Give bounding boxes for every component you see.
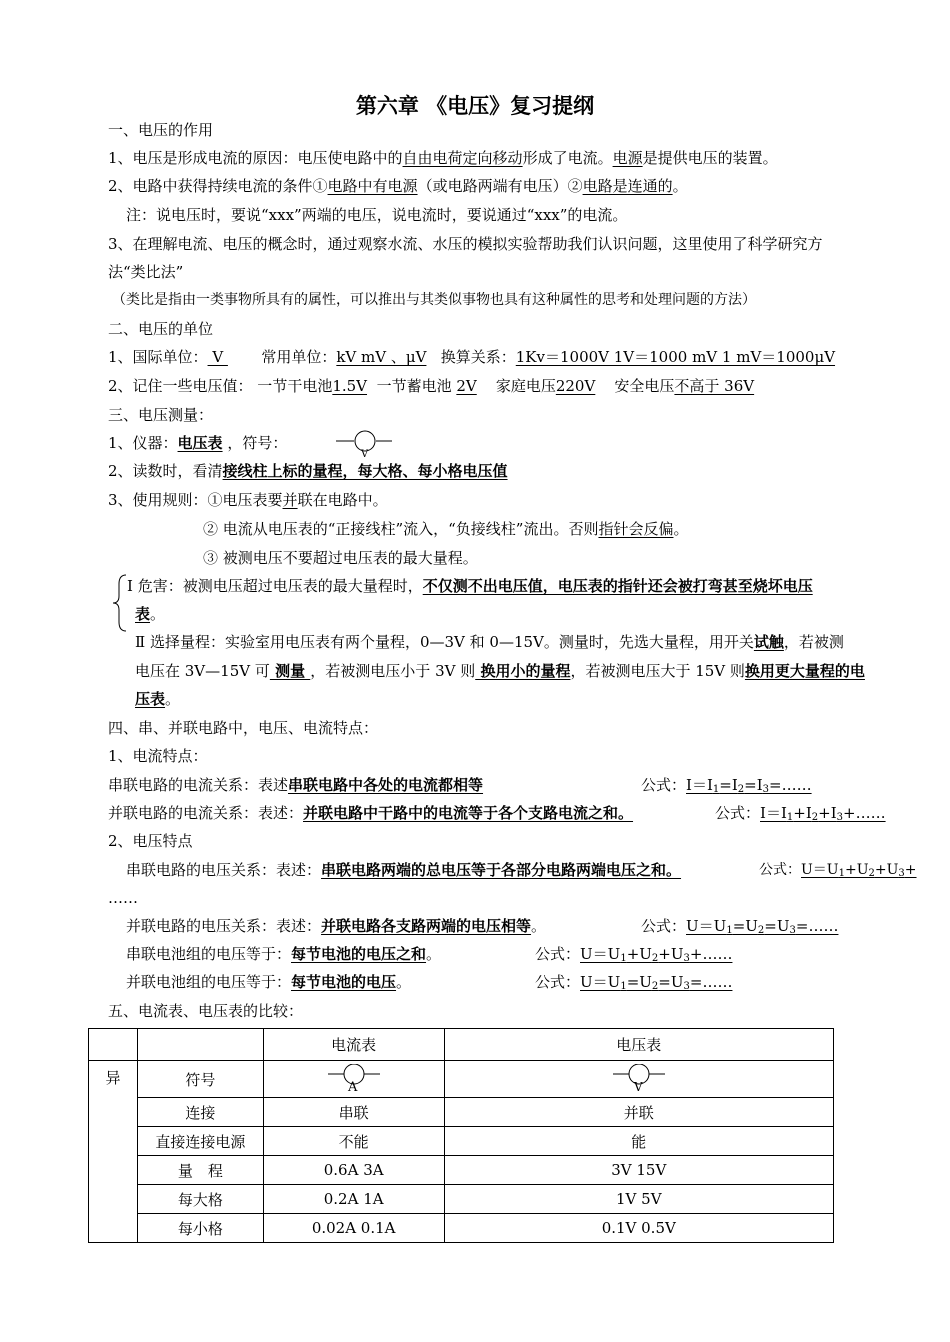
- section-2-heading: 二、电压的单位: [108, 320, 214, 338]
- table-header-row: [89, 1029, 834, 1061]
- voltmeter-cell: 并联: [444, 1098, 833, 1127]
- s3-range-1: Ⅱ 选择量程：实验室用电压表有两个量程，0—3V 和 0—15V。测量时，先选大量程，用开关试触，若被测: [135, 633, 844, 651]
- row-label: 连接: [137, 1098, 263, 1127]
- voltmeter-symbol-cell: [444, 1061, 833, 1098]
- section-5-heading: 五、电流表、电压表的比较：: [108, 1002, 304, 1020]
- row-label: 量 程: [137, 1156, 263, 1185]
- s4-voltage-parallel: 并联电路的电压关系：表述：并联电路各支路两端的电压相等。: [126, 917, 547, 935]
- section-4-heading: 四、串、并联电路中，电压、电流特点：: [108, 719, 379, 737]
- s3-rule-3: ③ 被测电压不要超过电压表的最大量程。: [203, 549, 478, 567]
- s4-battery-parallel-formula: 公式：$U=U_1=U_2=U_3=\dots\dots$: [535, 973, 733, 992]
- table-corner-cell-2: [137, 1029, 263, 1061]
- s1-line-1: 1、电压是形成电流的原因：电压使电路中的自由电荷定向移动形成了电流。电源是提供电压的装置。: [108, 149, 778, 167]
- col-header-ammeter: 电流表: [263, 1029, 444, 1061]
- s4-current-parallel: 并联电路的电流关系：表述：并联电路中干路中的电流等于各个支路电流之和。: [108, 804, 634, 822]
- s4-voltage-parallel-formula: 公式：$U=U_1=U_2=U_3=\dots\dots$: [641, 917, 839, 936]
- s3-line-2: 2、读数时，看清接线柱上标的量程，每大格、每小格电压值: [108, 462, 508, 480]
- table-row: [89, 1185, 834, 1214]
- table-row: [89, 1061, 834, 1098]
- row-label: 直接连接电源: [137, 1127, 263, 1156]
- table-row: [89, 1127, 834, 1156]
- s1-note: 注：说电压时，要说“xxx”两端的电压，说电流时，要说通过“xxx”的电流。: [126, 206, 628, 224]
- s2-line-2: 2、记住一些电压值： 一节干电池1.5V 一节蓄电池 2V 家庭电压220V 安全电压不高于 36V: [108, 377, 755, 395]
- voltmeter-cell: 能: [444, 1127, 833, 1156]
- voltmeter-cell: 0.1V 0.5V: [444, 1214, 833, 1243]
- section-3-heading: 三、电压测量：: [108, 406, 214, 424]
- curly-brace-icon: [112, 574, 128, 632]
- s4-battery-series-formula: 公式：$U=U_1+U_2+U_3+\dots\dots$: [535, 945, 733, 964]
- s3-range-3: 压表。: [135, 690, 181, 708]
- voltmeter-symbol-letter: V: [633, 1080, 643, 1094]
- s3-line-3: 3、使用规则：①电压表要并联在电路中。: [108, 491, 388, 509]
- voltmeter-cell: 1V 5V: [444, 1185, 833, 1214]
- s4-battery-series: 串联电池组的电压等于：每节电池的电压之和。: [126, 945, 442, 963]
- ammeter-symbol-letter: A: [347, 1080, 358, 1094]
- diff-label: 异: [89, 1061, 138, 1243]
- row-label: 每大格: [137, 1185, 263, 1214]
- s4-current-heading: 1、电流特点：: [108, 747, 208, 765]
- s1-line-3a: 3、在理解电流、电压的概念时，通过观察水流、水压的模拟实验帮助我们认识问题，这里使用了科学研究方: [108, 235, 823, 253]
- ammeter-cell: 0.02A 0.1A: [263, 1214, 444, 1243]
- s3-hazard-2: 表。: [135, 605, 166, 623]
- voltmeter-table-symbol-icon: [613, 1064, 665, 1094]
- s3-range-2: 电压在 3V—15V 可 测量 ，若被测电压小于 3V 则 换用小的量程，若被测电压大于 15V 则换用更大量程的电: [135, 662, 865, 680]
- s4-current-series-formula: 公式：$I=I_1=I_2=I_3=\dots\dots$: [641, 776, 812, 795]
- s2-line-1: 1、国际单位： V 常用单位：kV mV 、μV 换算关系：1Kv＝1000V 1V＝1000 mV 1 mV＝1000μV: [108, 348, 836, 366]
- s4-voltage-series: 串联电路的电压关系：表述：串联电路两端的总电压等于各部分电路两端电压之和。: [126, 861, 682, 879]
- col-header-voltmeter: 电压表: [444, 1029, 833, 1061]
- s3-rule-2: ② 电流从电压表的“正接线柱”流入，“负接线柱”流出。否则指针会反偏。: [203, 520, 689, 538]
- voltmeter-cell: 3V 15V: [444, 1156, 833, 1185]
- ammeter-symbol-cell: [263, 1061, 444, 1098]
- comparison-table: [88, 1028, 834, 1243]
- s4-voltage-heading: 2、电压特点: [108, 832, 193, 850]
- ammeter-cell: 不能: [263, 1127, 444, 1156]
- ammeter-cell: 串联: [263, 1098, 444, 1127]
- row-label: 每小格: [137, 1214, 263, 1243]
- section-1-heading: 一、电压的作用: [108, 121, 214, 139]
- s3-hazard-1: Ⅰ 危害：被测电压超过电压表的最大量程时，不仅测不出电压值，电压表的指针还会被打弯甚至烧坏电压: [127, 577, 813, 595]
- s3-line-1: 1、仪器：电压表 ，符号：: [108, 434, 288, 452]
- table-row: [89, 1156, 834, 1185]
- voltmeter-symbol-letter: V: [361, 449, 369, 460]
- s4-voltage-series-cont: ……: [108, 889, 138, 907]
- table-row: [89, 1214, 834, 1243]
- s4-voltage-series-formula: 公式：$U=U_1+U_2+U_3+$: [759, 862, 917, 879]
- row-label: 符号: [137, 1061, 263, 1098]
- s4-battery-parallel: 并联电池组的电压等于：每节电池的电压。: [126, 973, 412, 991]
- ammeter-cell: 0.2A 1A: [263, 1185, 444, 1214]
- s1-analogy-note: （类比是指由一类事物所具有的属性，可以推出与其类似事物也具有这种属性的思考和处理问题的方法）: [112, 292, 756, 308]
- s4-current-series: 串联电路的电流关系：表述串联电路中各处的电流都相等: [108, 776, 484, 794]
- ammeter-cell: 0.6A 3A: [263, 1156, 444, 1185]
- table-corner-cell: [89, 1029, 138, 1061]
- voltmeter-symbol-icon: [336, 430, 392, 460]
- ammeter-symbol-icon: [328, 1064, 380, 1094]
- page-title: 第六章 《电压》复习提纲: [355, 94, 595, 118]
- s1-line-2: 2、电路中获得持续电流的条件①电路中有电源（或电路两端有电压）②电路是连通的。: [108, 177, 688, 195]
- table-row: [89, 1098, 834, 1127]
- s1-line-3b: 法“类比法”: [108, 263, 184, 281]
- s4-current-parallel-formula: 公式：$I=I_1+I_2+I_3+\dots\dots$: [715, 804, 886, 823]
